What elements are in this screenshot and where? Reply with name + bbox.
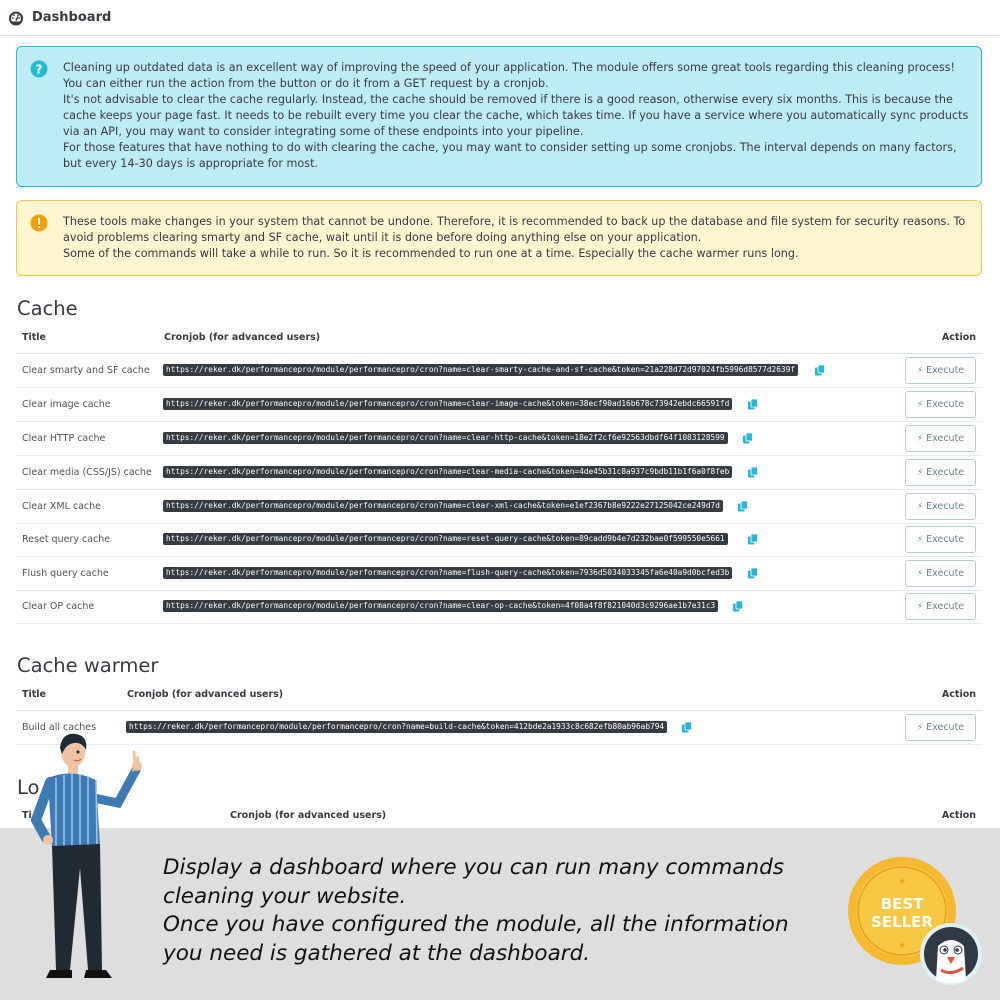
table-row xyxy=(16,422,982,456)
info-alert-line-2: It's not advisable to clear the cache regularly. Instead, the cache should be removed if there is a good reason, otherwise every six months. This is because the cache keeps your page fast. It needs to be rebuilt every time you clear the cache, which takes time. If you have a service where you automatically sync products via an API, you may want to consider integrating some of these endpoints into your pipeline. xyxy=(63,93,969,138)
third-header-action: Action xyxy=(941,810,976,821)
cache-warmer-section-title: Cache warmer xyxy=(17,654,159,677)
copy-icon[interactable] xyxy=(682,722,692,733)
table-row xyxy=(16,388,982,422)
execute-button[interactable] xyxy=(905,593,976,620)
execute-button[interactable] xyxy=(905,493,976,520)
table-row xyxy=(16,711,982,745)
execute-button[interactable] xyxy=(905,560,976,587)
table-row xyxy=(16,354,982,388)
warmer-table-header xyxy=(16,683,982,711)
row-title: Clear image cache xyxy=(22,399,111,410)
cron-url: https://reker.dk/performancepro/module/performancepro/cron?name=clear-image-cache&token=38ecf90ad16b678c73942ebdc66591fd xyxy=(163,398,732,410)
cache-header-action: Action xyxy=(941,332,976,343)
badge-text-best: BEST xyxy=(880,895,924,913)
cache-table-header xyxy=(16,326,982,354)
row-title: Clear OP cache xyxy=(22,601,95,612)
promo-line-3: Once you have configured the module, all the information xyxy=(163,912,789,937)
best-seller-badge-icon xyxy=(846,854,986,986)
execute-label: Execute xyxy=(926,534,965,545)
execute-label: Execute xyxy=(926,433,965,444)
svg-text:?: ? xyxy=(35,62,43,77)
execute-button[interactable] xyxy=(905,391,976,418)
bolt-icon: ⚡ xyxy=(916,601,924,612)
execute-label: Execute xyxy=(926,399,965,410)
bolt-icon: ⚡ xyxy=(916,365,924,376)
execute-button[interactable] xyxy=(905,357,976,384)
table-row xyxy=(16,590,982,624)
bolt-icon: ⚡ xyxy=(916,433,924,444)
page-header xyxy=(0,0,1000,36)
execute-label: Execute xyxy=(926,365,965,376)
execute-label: Execute xyxy=(926,568,965,579)
cron-url: https://reker.dk/performancepro/module/performancepro/cron?name=clear-xml-cache&token=e1ef2367b8e9222e27125042ce249d7d xyxy=(163,500,723,512)
row-title: Reset query cache xyxy=(22,534,111,545)
copy-icon[interactable] xyxy=(738,501,748,512)
info-alert xyxy=(16,46,982,187)
table-row xyxy=(16,523,982,557)
bolt-icon: ⚡ xyxy=(916,501,924,512)
execute-label: Execute xyxy=(926,467,965,478)
question-circle-icon xyxy=(30,60,48,78)
row-title: Clear smarty and SF cache xyxy=(22,365,150,376)
copy-icon[interactable] xyxy=(748,568,758,579)
dashboard-gauge-icon xyxy=(8,10,24,26)
row-title: Clear media (CSS/JS) cache xyxy=(22,467,152,478)
cron-url: https://reker.dk/performancepro/module/performancepro/cron?name=flush-query-cache&token=7936d5034033345fa6e40a9d0bcfed3b xyxy=(163,567,732,579)
copy-icon[interactable] xyxy=(815,365,825,376)
row-title: Clear HTTP cache xyxy=(22,433,106,444)
page-title: Dashboard xyxy=(32,10,112,25)
warmer-header-cronjob: Cronjob (for advanced users) xyxy=(127,689,284,700)
execute-label: Execute xyxy=(926,601,965,612)
table-row xyxy=(16,557,982,591)
cache-header-title: Title xyxy=(22,332,46,343)
execute-button[interactable] xyxy=(905,526,976,553)
row-title: Clear XML cache xyxy=(22,501,102,512)
table-row xyxy=(16,456,982,490)
execute-button[interactable] xyxy=(905,714,976,741)
promo-line-4: you need is gathered at the dashboard. xyxy=(163,940,591,966)
svg-text:★: ★ xyxy=(897,877,907,887)
info-alert-line-1: Cleaning up outdated data is an excellent way of improving the speed of your application. The module offers some great tools regarding this cleaning process! You can either run the action from the button or do it from a GET request by a cronjob. xyxy=(63,61,955,90)
copy-icon[interactable] xyxy=(748,467,758,478)
cron-url: https://reker.dk/performancepro/module/performancepro/cron?name=clear-smarty-cache-and-sf-cache&token=21a228d72d97024fb5996d8577d2639f xyxy=(163,364,798,376)
promo-line-2: cleaning your website. xyxy=(163,883,407,909)
copy-icon[interactable] xyxy=(743,433,753,444)
cron-url: https://reker.dk/performancepro/module/performancepro/cron?name=clear-media-cache&token=4de45b31c8a937c9bdb11b1f6a0f8feb xyxy=(163,466,732,478)
bolt-icon: ⚡ xyxy=(916,568,924,579)
badge-text-seller: SELLER xyxy=(871,913,933,931)
bolt-icon: ⚡ xyxy=(916,467,924,478)
cron-url: https://reker.dk/performancepro/module/performancepro/cron?name=clear-op-cache&token=4f08a4f8f821040d3c9296ae1b7e31c3 xyxy=(163,600,718,612)
info-alert-line-3: For those features that have nothing to do with clearing the cache, you may want to consider setting up some cronjobs. The interval depends on many factors, but every 14-30 days is appropriate for most. xyxy=(63,141,957,170)
execute-label: Execute xyxy=(926,501,965,512)
row-title: Flush query cache xyxy=(22,568,109,579)
third-header-title: Ti xyxy=(22,810,32,821)
execute-button[interactable] xyxy=(905,425,976,452)
execute-label: Execute xyxy=(926,722,965,733)
svg-text:★: ★ xyxy=(897,941,907,951)
warmer-header-action: Action xyxy=(941,689,976,700)
promo-text xyxy=(163,854,843,968)
warning-alert-line-2: Some of the commands will take a while to run. So it is recommended to run one at a time. Especially the cache warmer runs long. xyxy=(63,247,799,260)
cron-url: https://reker.dk/performancepro/module/performancepro/cron?name=reset-query-cache&token=89cadd9b4e7d232bae0f599550e5661 xyxy=(163,533,728,545)
table-row xyxy=(16,490,982,524)
copy-icon[interactable] xyxy=(733,601,743,612)
person-illustration xyxy=(18,728,148,986)
execute-button[interactable] xyxy=(905,459,976,486)
copy-icon[interactable] xyxy=(748,399,758,410)
exclamation-circle-icon xyxy=(30,214,48,232)
copy-icon[interactable] xyxy=(748,534,758,545)
bolt-icon: ⚡ xyxy=(916,722,924,733)
bolt-icon: ⚡ xyxy=(916,399,924,410)
bolt-icon: ⚡ xyxy=(916,534,924,545)
warning-alert-line-1: These tools make changes in your system that cannot be undone. Therefore, it is recommended to back up the database and file system for security reasons. To avoid problems clearing smarty and SF cache, wait until it is done before doing anything else on your application. xyxy=(63,215,966,244)
third-section-title: Lo xyxy=(17,776,40,799)
row-title: Build all caches xyxy=(22,722,97,733)
cron-url: https://reker.dk/performancepro/module/performancepro/cron?name=clear-http-cache&token=18e2f2cf6e92563dbdf64f1083128599 xyxy=(163,432,728,444)
cache-section-title: Cache xyxy=(17,297,78,320)
warning-alert xyxy=(16,200,982,276)
warmer-header-title: Title xyxy=(22,689,46,700)
cache-header-cronjob: Cronjob (for advanced users) xyxy=(164,332,321,343)
third-header-cronjob: Cronjob (for advanced users) xyxy=(230,810,387,821)
promo-line-1: Display a dashboard where you can run many commands xyxy=(163,855,784,880)
cron-url: https://reker.dk/performancepro/module/performancepro/cron?name=build-cache&token=412bde2a1933c8c682efb80ab96ab794 xyxy=(126,721,667,733)
